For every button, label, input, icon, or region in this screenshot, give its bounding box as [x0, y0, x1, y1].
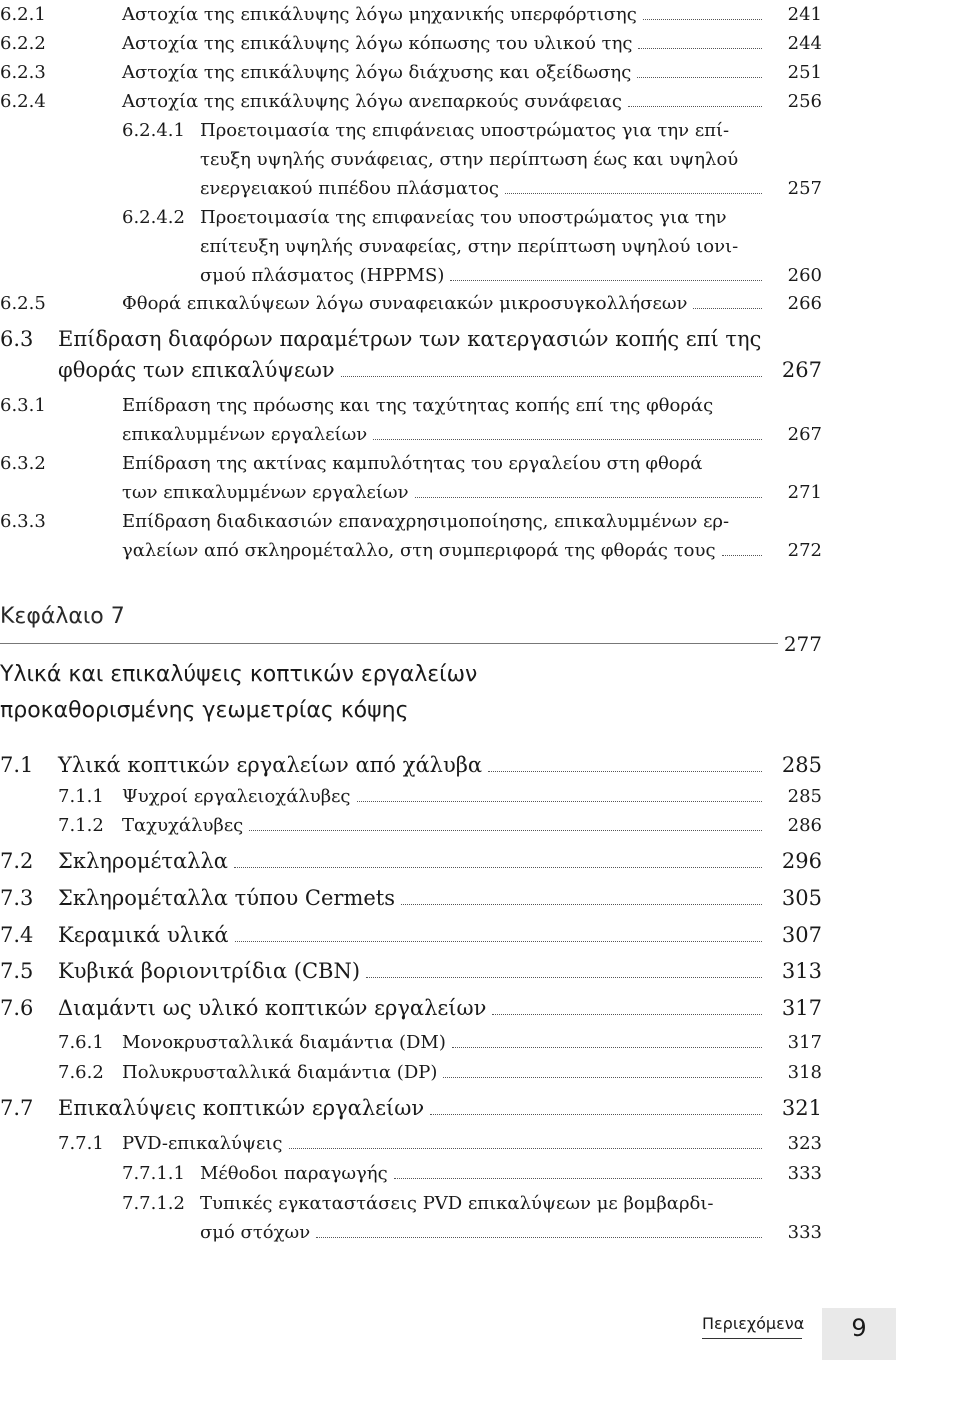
dot-leader — [401, 903, 762, 905]
toc-entry-title: φθοράς των επικαλύψεων — [58, 358, 335, 382]
toc-entry-page: 317 — [787, 1032, 822, 1053]
toc-entry-title: Προετοιμασία της επιφάνειας υποστρώματος για την επί- — [200, 120, 730, 141]
dot-leader — [316, 1236, 762, 1238]
dot-leader — [452, 1046, 762, 1048]
toc-entry-page: 267 — [781, 358, 822, 382]
toc-entry-title: Αστοχία της επικάλυψης λόγω διάχυσης και οξείδωσης — [122, 62, 632, 83]
toc-entry-page: 333 — [787, 1163, 822, 1184]
toc-entry-number: 6.2.4 — [0, 91, 46, 112]
toc-entry-page: 323 — [787, 1133, 822, 1154]
toc-entry-title: Προετοιμασία της επιφανείας του υποστρώματος για την — [200, 207, 727, 228]
toc-entry-number: 6.2.3 — [0, 62, 46, 83]
toc-entry-number: 6.2.2 — [0, 33, 46, 54]
toc-entry-title: Επίδραση διαφόρων παραμέτρων των κατεργασιών κοπής επί της — [58, 327, 762, 351]
dot-leader — [492, 1013, 762, 1015]
toc-entry-title: Πολυκρυσταλλικά διαμάντια (DP) — [122, 1062, 438, 1083]
toc-entry-title: Ταχυχάλυβες — [122, 815, 244, 836]
toc-entry-number: 7.7.1.2 — [122, 1193, 185, 1214]
toc-entry-title: Επίδραση της πρόωσης και της ταχύτητας κοπής επί της φθοράς — [122, 395, 714, 416]
dot-leader — [637, 76, 762, 78]
page-number: 9 — [851, 1314, 867, 1342]
toc-entry-title: Αστοχία της επικάλυψης λόγω ανεπαρκούς συνάφειας — [122, 91, 622, 112]
toc-entry-title: Κεραμικά υλικά — [58, 923, 229, 947]
toc-entry-page: 267 — [787, 424, 822, 445]
toc-entry-title: Σκληρομέταλλα τύπου Cermets — [58, 886, 396, 910]
toc-entry-number: 7.6 — [0, 996, 34, 1020]
toc-entry-title: Επίδραση διαδικασιών επαναχρησιμοποίησης, επικαλυμμένων ερ- — [122, 511, 730, 532]
toc-entry-page: 333 — [787, 1222, 822, 1243]
toc-entry-title: Σκληρομέταλλα — [58, 849, 228, 873]
toc-entry-title: Αστοχία της επικάλυψης λόγω μηχανικής υπερφόρτισης — [122, 4, 637, 25]
toc-entry-page: 244 — [787, 33, 822, 54]
dot-leader — [235, 940, 762, 942]
toc-entry-title: Διαμάντι ως υλικό κοπτικών εργαλείων — [58, 996, 487, 1020]
dot-leader — [722, 554, 762, 556]
toc-entry-title: σμού πλάσματος (HPPMS) — [200, 265, 445, 286]
toc-entry-title: γαλείων από σκληρομέταλλο, στη συμπεριφορά της φθοράς τους — [122, 540, 716, 561]
toc-entry-number: 6.2.1 — [0, 4, 46, 25]
chapter-label: Κεφάλαιο 7 — [0, 604, 125, 629]
toc-entry-title: Επίδραση της ακτίνας καμπυλότητας του εργαλείου στη φθορά — [122, 453, 703, 474]
toc-entry-number: 7.3 — [0, 886, 34, 910]
chapter-divider — [0, 643, 778, 644]
toc-entry-number: 6.3.2 — [0, 453, 46, 474]
toc-entry-title: επίτευξη υψηλής συναφείας, στην περίπτωση υψηλού ιονι- — [200, 236, 739, 257]
dot-leader — [373, 438, 762, 440]
toc-entry-title: Κυβικά βοριονιτρίδια (CBN) — [58, 959, 361, 983]
toc-entry-title: Τυπικές εγκαταστάσεις PVD επικαλύψεων με βομβαρδι- — [200, 1193, 714, 1214]
dot-leader — [450, 279, 762, 281]
toc-entry-page: 241 — [787, 4, 822, 25]
toc-entry-title: Αστοχία της επικάλυψης λόγω κόπωσης του υλικού της — [122, 33, 633, 54]
chapter-page-number: 277 — [783, 632, 822, 656]
toc-entry-number: 7.7.1 — [58, 1133, 104, 1154]
toc-entry-number: 7.7.1.1 — [122, 1163, 185, 1184]
toc-entry-page: 256 — [787, 91, 822, 112]
dot-leader — [415, 496, 762, 498]
toc-entry-number: 7.7 — [0, 1096, 34, 1120]
dot-leader — [505, 192, 762, 194]
toc-entry-page: 272 — [787, 540, 822, 561]
toc-entry-page: 313 — [781, 959, 822, 983]
toc-entry-title: Φθορά επικαλύψεων λόγω συναφειακών μικροσυγκολλήσεων — [122, 293, 688, 314]
toc-entry-page: 296 — [781, 849, 822, 873]
dot-leader — [366, 976, 762, 978]
toc-entry-title: σμό στόχων — [200, 1222, 311, 1243]
toc-entry-number: 6.3.3 — [0, 511, 46, 532]
toc-entry-page: 251 — [787, 62, 822, 83]
toc-entry-page: 285 — [787, 786, 822, 807]
toc-entry-title: τευξη υψηλής συνάφειας, στην περίπτωση έως και υψηλού — [200, 149, 739, 170]
dot-leader — [394, 1177, 762, 1179]
dot-leader — [643, 18, 762, 20]
dot-leader — [357, 800, 762, 802]
toc-entry-title: PVD-επικαλύψεις — [122, 1133, 283, 1154]
toc-entry-page: 271 — [787, 482, 822, 503]
toc-entry-page: 260 — [787, 265, 822, 286]
toc-entry-number: 6.2.4.2 — [122, 207, 185, 228]
toc-entry-page: 321 — [781, 1096, 822, 1120]
toc-entry-title: Μονοκρυσταλλικά διαμάντια (DM) — [122, 1032, 446, 1053]
toc-entry-number: 7.2 — [0, 849, 34, 873]
toc-entry-title: Υλικά κοπτικών εργαλείων από χάλυβα — [58, 753, 483, 777]
dot-leader — [341, 375, 762, 377]
toc-entry-page: 305 — [781, 886, 822, 910]
dot-leader — [249, 829, 762, 831]
toc-entry-page: 286 — [787, 815, 822, 836]
toc-entry-title: Ψυχροί εργαλειοχάλυβες — [122, 786, 351, 807]
dot-leader — [443, 1076, 762, 1078]
toc-entry-number: 6.3 — [0, 327, 34, 351]
dot-leader — [234, 866, 762, 868]
toc-entry-title: Μέθοδοι παραγωγής — [200, 1163, 388, 1184]
chapter-title-line: Υλικά και επικαλύψεις κοπτικών εργαλείων — [0, 662, 478, 687]
toc-entry-number: 7.1.2 — [58, 815, 104, 836]
dot-leader — [628, 105, 762, 107]
chapter-title — [0, 657, 477, 729]
toc-entry-page: 285 — [781, 753, 822, 777]
toc-entry-number: 7.1.1 — [58, 786, 104, 807]
dot-leader — [289, 1147, 762, 1149]
toc-entry-title: επικαλυμμένων εργαλείων — [122, 424, 368, 445]
toc-entry-number: 7.6.1 — [58, 1032, 104, 1053]
toc-entry-page: 257 — [787, 178, 822, 199]
toc-entry-page: 266 — [787, 293, 822, 314]
chapter-title-line: προκαθορισμένης γεωμετρίας κόψης — [0, 698, 409, 723]
toc-entry-number: 7.6.2 — [58, 1062, 104, 1083]
dot-leader — [693, 307, 762, 309]
toc-entry-number: 6.3.1 — [0, 395, 46, 416]
toc-entry-page: 317 — [781, 996, 822, 1020]
toc-entry-number: 7.1 — [0, 753, 34, 777]
toc-entry-title: ενεργειακού πιπέδου πλάσματος — [200, 178, 500, 199]
toc-entry-number: 6.2.4.1 — [122, 120, 185, 141]
toc-entry-number: 6.2.5 — [0, 293, 46, 314]
toc-entry-page: 307 — [781, 923, 822, 947]
toc-entry-number: 7.4 — [0, 923, 34, 947]
dot-leader — [430, 1113, 762, 1115]
toc-entry-number: 7.5 — [0, 959, 34, 983]
footer-section-label: Περιεχόμενα — [702, 1314, 805, 1333]
footer-divider — [702, 1338, 802, 1339]
dot-leader — [488, 770, 762, 772]
dot-leader — [638, 47, 762, 49]
toc-entry-title: Επικαλύψεις κοπτικών εργαλείων — [58, 1096, 425, 1120]
toc-entry-title: των επικαλυμμένων εργαλείων — [122, 482, 409, 503]
toc-entry-page: 318 — [787, 1062, 822, 1083]
